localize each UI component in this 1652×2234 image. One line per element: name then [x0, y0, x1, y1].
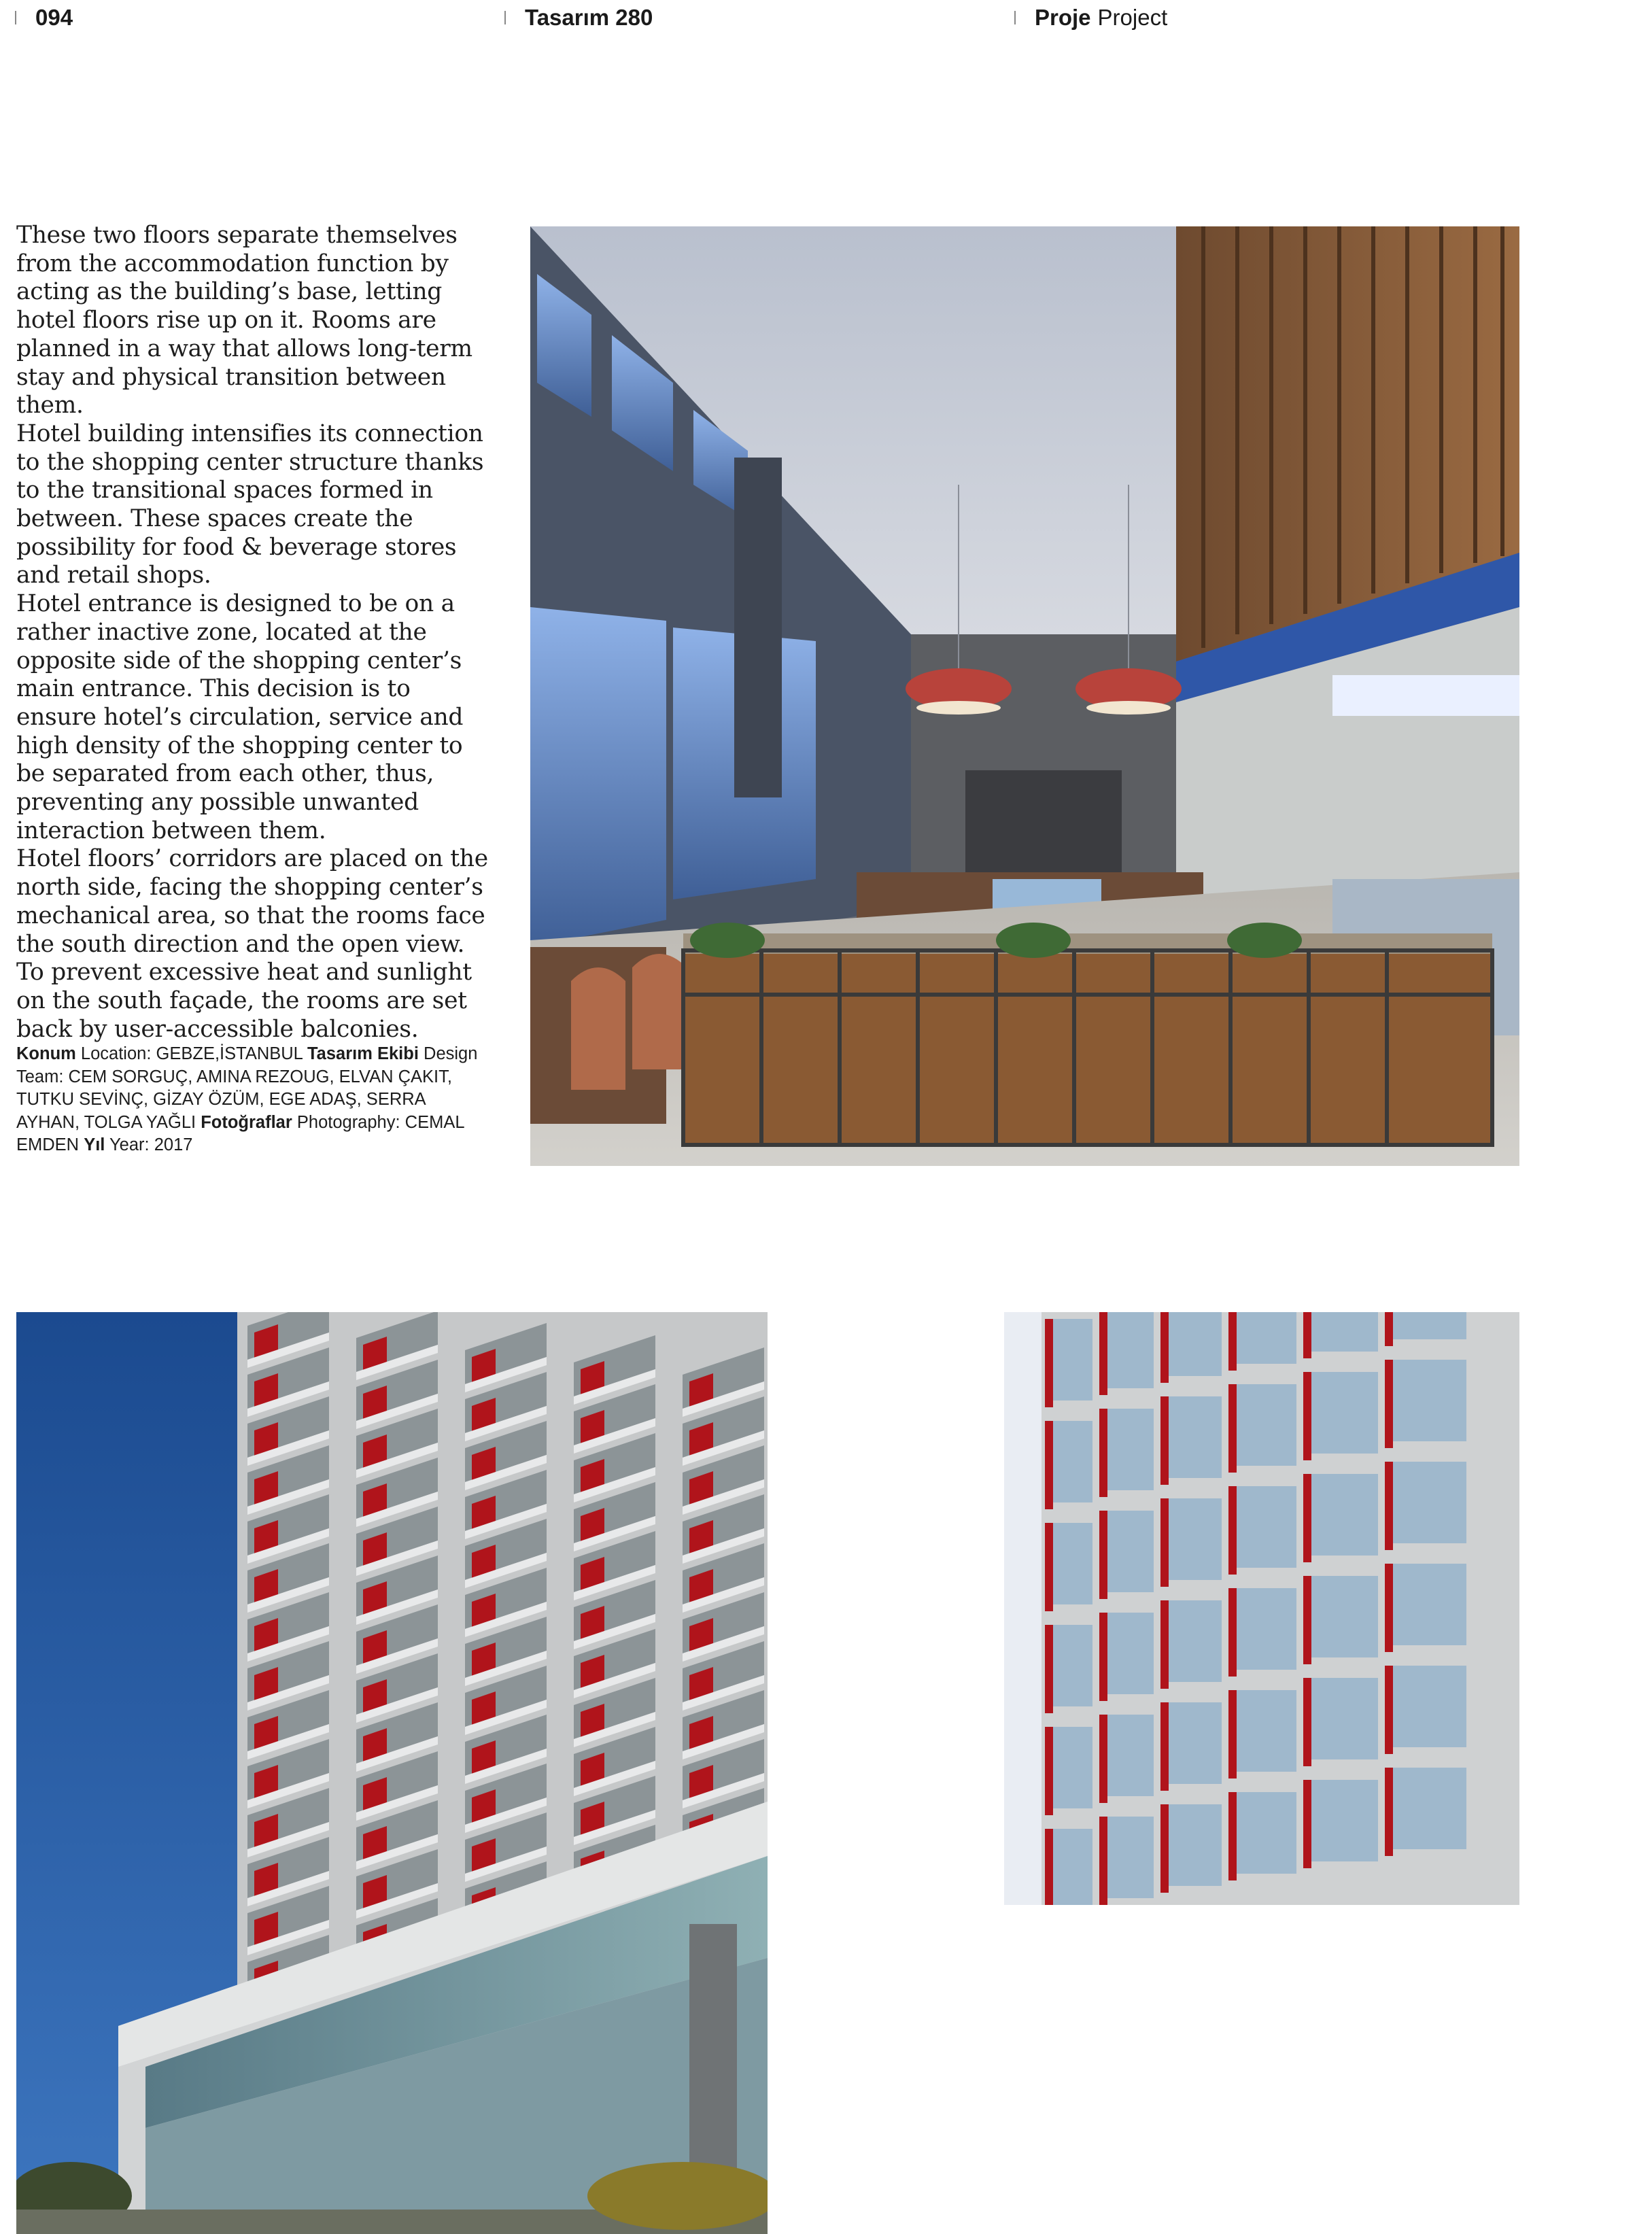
- credit-year-value: 2017: [154, 1135, 193, 1154]
- facade-window: [1107, 1312, 1154, 1388]
- section-title-en: Project: [1097, 5, 1168, 30]
- section-group: [1014, 4, 1167, 31]
- article-paragraph: Hotel building intensifies its connection to the shopping center structure thanks to the transitional spaces formed in between. These spaces create the possibility for food & beverage stores and retail shops.: [16, 419, 484, 589]
- facade-red-fin: [1160, 1396, 1169, 1485]
- facade-window: [1311, 1780, 1378, 1861]
- facade-window: [1107, 1409, 1154, 1490]
- facade-window: [1053, 1625, 1092, 1706]
- facade-window: [1237, 1312, 1296, 1364]
- facade-window: [1393, 1462, 1466, 1543]
- facade-window: [1237, 1384, 1296, 1466]
- facade-red-fin: [1228, 1312, 1237, 1371]
- tower-exterior-photo: [16, 1312, 768, 2234]
- facade-red-fin: [1045, 1421, 1053, 1509]
- facade-window: [1169, 1804, 1222, 1886]
- facade-red-fin: [1099, 1613, 1107, 1701]
- credit-team-value: CEM SORGUÇ, AMINA REZOUG, ELVAN ÇAKIT, TUTKU SEVİNÇ, GİZAY ÖZÜM, EGE ADAŞ, SERRA AYHAN, TOLGA YAĞLI: [16, 1067, 452, 1132]
- credit-team-label-en: Design Team:: [16, 1044, 478, 1086]
- facade-red-fin: [1385, 1462, 1393, 1550]
- facade-red-fin: [1303, 1474, 1311, 1562]
- page-number-group: [15, 4, 73, 31]
- facade-window: [1053, 1421, 1092, 1502]
- header-divider: [1014, 11, 1016, 24]
- facade-window: [1169, 1600, 1222, 1682]
- facade-window: [1053, 1829, 1092, 1905]
- facade-window: [1311, 1372, 1378, 1454]
- facade-red-fin: [1303, 1780, 1311, 1868]
- facade-red-fin: [1045, 1523, 1053, 1611]
- facade-red-fin: [1303, 1312, 1311, 1358]
- section-title-tr: Proje: [1035, 5, 1091, 30]
- facade-window: [1237, 1792, 1296, 1874]
- facade-window: [1107, 1817, 1154, 1898]
- facade-red-fin: [1045, 1319, 1053, 1407]
- facade-red-fin: [1160, 1804, 1169, 1893]
- facade-illustration: [1004, 1312, 1519, 1905]
- facade-red-fin: [1099, 1409, 1107, 1497]
- magazine-title: Tasarım 280: [525, 5, 653, 30]
- facade-red-fin: [1045, 1625, 1053, 1713]
- page-number: 094: [35, 5, 73, 30]
- facade-red-fin: [1385, 1564, 1393, 1652]
- facade-red-fin: [1385, 1360, 1393, 1448]
- lobby-interior-photo: [530, 226, 1519, 1166]
- header-divider: [15, 11, 16, 24]
- facade-red-fin: [1385, 1312, 1393, 1346]
- credit-photo-label-tr: Fotoğraflar: [201, 1112, 292, 1132]
- facade-red-fin: [1385, 1768, 1393, 1856]
- header-divider: [504, 11, 506, 24]
- facade-window: [1311, 1312, 1378, 1352]
- facade-window: [1169, 1498, 1222, 1580]
- facade-red-fin: [1303, 1678, 1311, 1766]
- article-paragraph: These two floors separate themselves from the accommodation function by acting as the building’s base, letting hotel floors rise up on it. Rooms are planned in a way that allows long-term stay and physical transition between them.: [16, 222, 472, 419]
- credit-location-value: GEBZE,İSTANBUL: [156, 1044, 303, 1063]
- facade-red-fin: [1045, 1727, 1053, 1815]
- facade-red-fin: [1160, 1312, 1169, 1383]
- facade-red-fin: [1160, 1600, 1169, 1689]
- facade-window: [1169, 1312, 1222, 1376]
- credit-location-label-tr: Konum: [16, 1044, 76, 1063]
- credit-photo-value: CEMAL EMDEN: [16, 1112, 464, 1154]
- facade-red-fin: [1099, 1511, 1107, 1599]
- facade-window: [1393, 1564, 1466, 1645]
- facade-red-fin: [1303, 1576, 1311, 1664]
- facade-red-fin: [1160, 1702, 1169, 1791]
- facade-red-fin: [1228, 1792, 1237, 1880]
- facade-red-fin: [1160, 1498, 1169, 1587]
- facade-red-fin: [1099, 1312, 1107, 1395]
- credit-photo-label-en: Photography:: [296, 1112, 400, 1132]
- article-paragraph: Hotel entrance is designed to be on a rather inactive zone, located at the opposite side of the shopping center’s main entrance. This decision is to ensure hotel’s circulation, service and high density of the shopping center to be separated from each other, thus, preventing any possible unwanted interaction between them.: [16, 590, 464, 844]
- facade-red-fin: [1228, 1690, 1237, 1778]
- facade-red-fin: [1303, 1372, 1311, 1460]
- facade-window: [1311, 1678, 1378, 1759]
- magazine-group: [504, 4, 653, 31]
- facade-window: [1107, 1511, 1154, 1592]
- credit-year-label-en: Year:: [109, 1135, 150, 1154]
- page-header: [0, 0, 1652, 41]
- facade-window: [1053, 1523, 1092, 1604]
- article-body: [16, 222, 492, 1044]
- facade-window: [1237, 1690, 1296, 1772]
- facade-detail-photo: [1004, 1312, 1519, 1905]
- facade-red-fin: [1228, 1384, 1237, 1473]
- facade-red-fin: [1099, 1817, 1107, 1905]
- facade-window: [1053, 1727, 1092, 1808]
- article-paragraph: Hotel floors’ corridors are placed on the north side, facing the shopping center’s mechanical area, so that the rooms face the south direction and the open view. To prevent excessive heat and sunlight on the south façade, the rooms are set back by user-accessible balconies.: [16, 845, 488, 1043]
- lobby-illustration: [530, 226, 1519, 1166]
- facade-red-fin: [1099, 1715, 1107, 1803]
- facade-window: [1169, 1702, 1222, 1784]
- tower-illustration: [16, 1312, 768, 2234]
- facade-window: [1107, 1613, 1154, 1694]
- facade-window: [1237, 1588, 1296, 1670]
- facade-window: [1311, 1576, 1378, 1657]
- facade-window: [1393, 1768, 1466, 1849]
- facade-red-fin: [1228, 1486, 1237, 1575]
- facade-window: [1393, 1312, 1466, 1339]
- project-credits: [16, 1043, 479, 1157]
- facade-window: [1053, 1319, 1092, 1400]
- facade-window: [1393, 1360, 1466, 1441]
- credit-team-label-tr: Tasarım Ekibi: [307, 1044, 419, 1063]
- facade-red-fin: [1385, 1666, 1393, 1754]
- facade-window: [1393, 1666, 1466, 1747]
- facade-red-fin: [1045, 1829, 1053, 1905]
- credit-location-label-en: Location:: [80, 1044, 152, 1063]
- facade-window: [1311, 1474, 1378, 1556]
- credit-year-label-tr: Yıl: [84, 1135, 105, 1154]
- facade-window: [1169, 1396, 1222, 1478]
- facade-window: [1237, 1486, 1296, 1568]
- facade-red-fin: [1228, 1588, 1237, 1677]
- facade-window: [1107, 1715, 1154, 1796]
